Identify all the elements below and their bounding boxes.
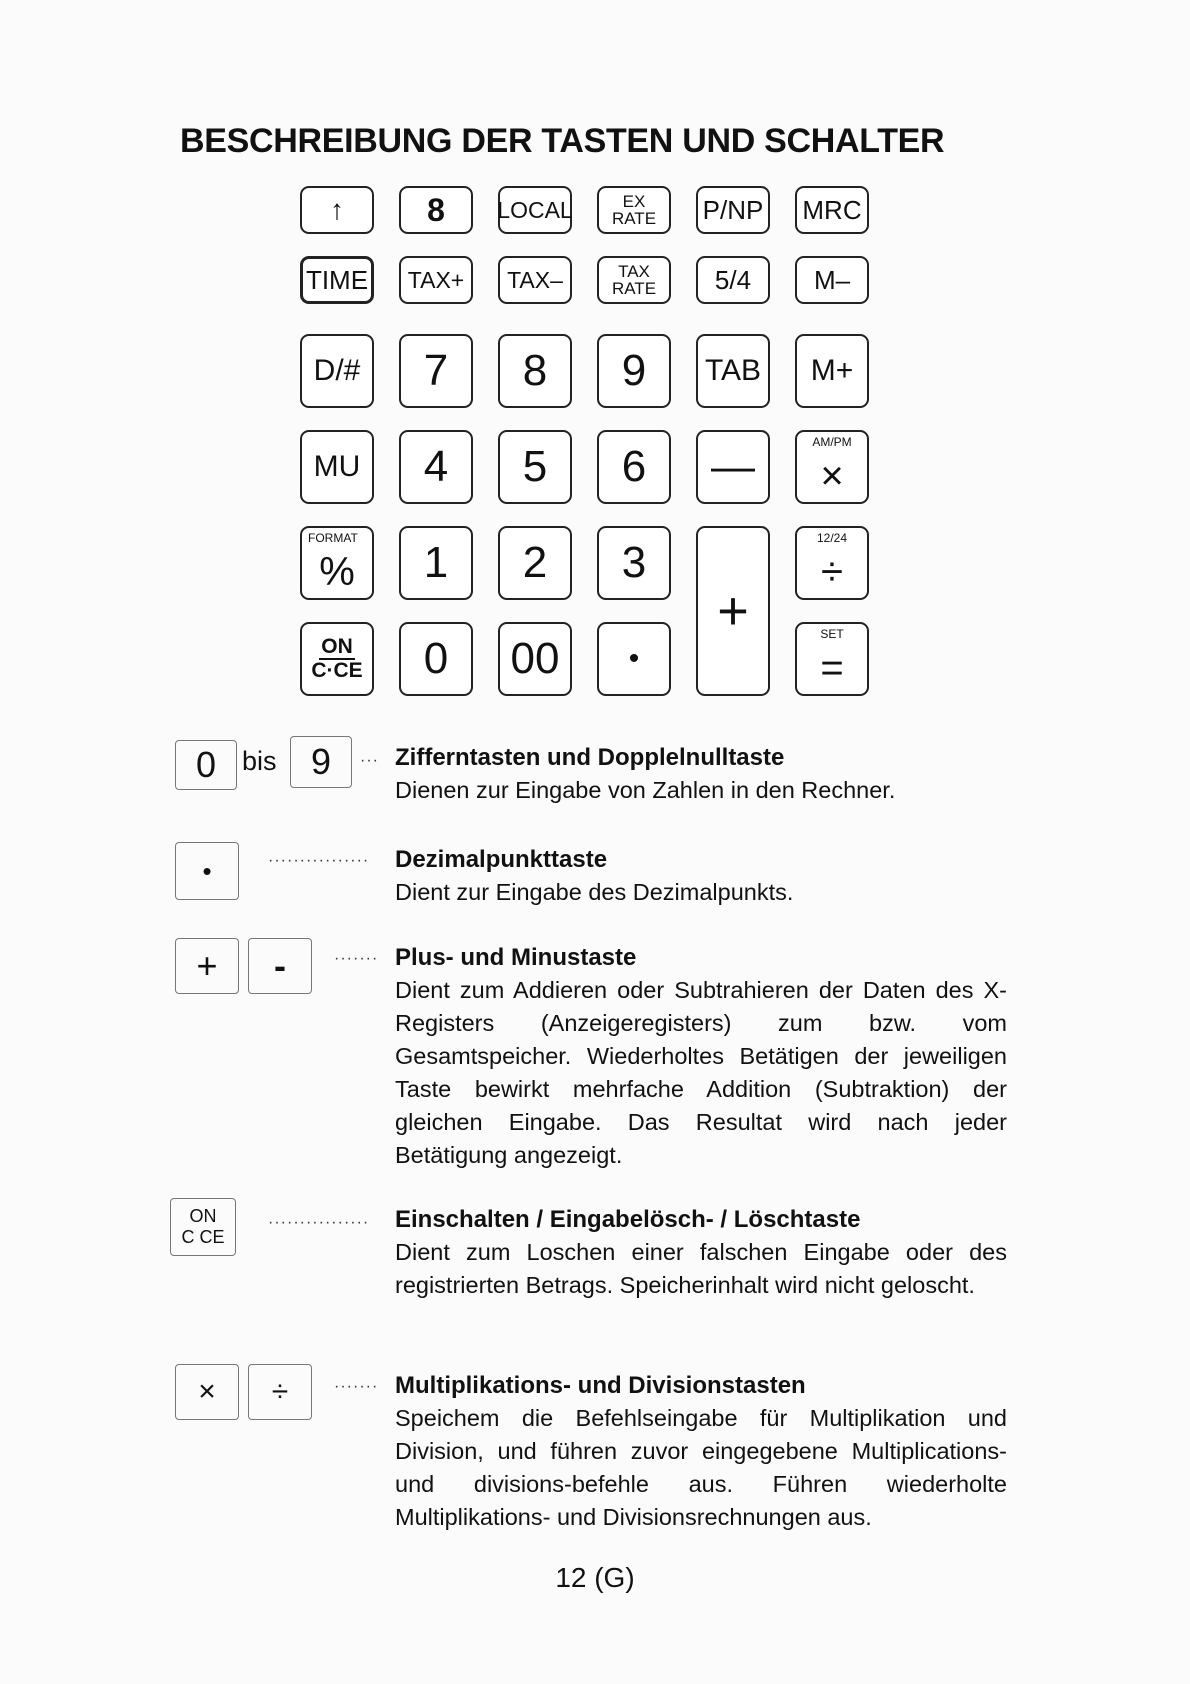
desc-key-multiply: × — [175, 1364, 239, 1420]
key-2: 2 — [498, 526, 572, 600]
entry-text: Dient zum Loschen einer falschen Eingabe oder des registrierten Betrags. Speicherinhalt wird nicht geloscht. — [395, 1239, 1007, 1298]
key-on-cce: ON C·CE — [300, 622, 374, 696]
bis-label: bis — [242, 746, 277, 776]
key-3: 3 — [597, 526, 671, 600]
key-display-8: 8 — [399, 186, 473, 234]
desc-key-9: 9 — [290, 736, 352, 788]
key-ex-rate: EX RATE — [597, 186, 671, 234]
entry-title: Einschalten / Eingabelösch- / Löschtaste — [395, 1206, 861, 1233]
key-4: 4 — [399, 430, 473, 504]
key-6: 6 — [597, 430, 671, 504]
key-tax-minus: TAX– — [498, 256, 572, 304]
leader-dots: ······· — [334, 1378, 379, 1395]
key-plus: + — [696, 526, 770, 696]
key-mrc: MRC — [795, 186, 869, 234]
key-percent: FORMAT % — [300, 526, 374, 600]
desc-key-decimal: • — [175, 842, 239, 900]
entry-text: Dient zum Addieren oder Subtrahieren der Daten des X-Registers (Anzeigeregisters) zum bzw. vom Gesamtspeicher. Wiederholtes Betätigen der jeweiligen Taste bewirkt mehrfache Addition (Subtraktion) der gleichen Eingabe. Das Resultat wird nach jeder Betätigung angezeigt. — [395, 977, 1007, 1168]
key-arrow: ↑ — [300, 186, 374, 234]
entry-on-clear-key — [395, 1204, 1007, 1302]
key-mu: MU — [300, 430, 374, 504]
entry-text: Speichem die Befehlseingabe für Multiplikation und Division, und führen zuvor eingegebene Multiplications- und divisions-befehle aus. Führen wiederholte Multiplikations- und Divisionsrechnungen aus. — [395, 1405, 1007, 1530]
key-five-four: 5/4 — [696, 256, 770, 304]
entry-title: Zifferntasten und Dopplelnulltaste — [395, 744, 785, 771]
entry-decimal-key — [395, 844, 1007, 909]
key-8: 8 — [498, 334, 572, 408]
key-pnp: P/NP — [696, 186, 770, 234]
key-m-plus: M+ — [795, 334, 869, 408]
desc-key-on-cce: ON C CE — [170, 1198, 236, 1256]
leader-dots: ······· — [334, 950, 379, 967]
entry-title: Dezimalpunkttaste — [395, 846, 608, 873]
key-d-hash: D/# — [300, 334, 374, 408]
entry-digit-keys — [395, 742, 1007, 807]
key-00: 00 — [498, 622, 572, 696]
page-number: 12 (G) — [555, 1562, 635, 1593]
entry-plus-minus-keys — [395, 942, 1007, 1172]
leader-dots: ··· — [360, 752, 379, 769]
page-title: BESCHREIBUNG DER TASTEN UND SCHALTER — [180, 122, 945, 160]
leader-dots: ················ — [268, 852, 370, 869]
key-tax-rate: TAX RATE — [597, 256, 671, 304]
key-minus: — — [696, 430, 770, 504]
entry-title: Multiplikations- und Divisionstasten — [395, 1372, 806, 1399]
key-5: 5 — [498, 430, 572, 504]
key-9: 9 — [597, 334, 671, 408]
entry-text: Dient zur Eingabe des Dezimalpunkts. — [395, 879, 794, 905]
key-decimal-point: • — [597, 622, 671, 696]
key-7: 7 — [399, 334, 473, 408]
key-time: TIME — [300, 256, 374, 304]
leader-dots: ················ — [268, 1214, 370, 1231]
entry-text: Dienen zur Eingabe von Zahlen in den Rechner. — [395, 777, 896, 803]
key-0: 0 — [399, 622, 473, 696]
key-local: LOCAL — [498, 186, 572, 234]
desc-key-minus: - — [248, 938, 312, 994]
key-divide: 12/24 ÷ — [795, 526, 869, 600]
key-1: 1 — [399, 526, 473, 600]
key-m-minus: M– — [795, 256, 869, 304]
entry-multiply-divide-keys — [395, 1370, 1007, 1534]
key-tab: TAB — [696, 334, 770, 408]
desc-key-0: 0 — [175, 740, 237, 790]
entry-title: Plus- und Minustaste — [395, 944, 637, 971]
desc-key-plus: + — [175, 938, 239, 994]
desc-key-divide: ÷ — [248, 1364, 312, 1420]
key-multiply: AM/PM × — [795, 430, 869, 504]
key-equals: SET = — [795, 622, 869, 696]
key-tax-plus: TAX+ — [399, 256, 473, 304]
